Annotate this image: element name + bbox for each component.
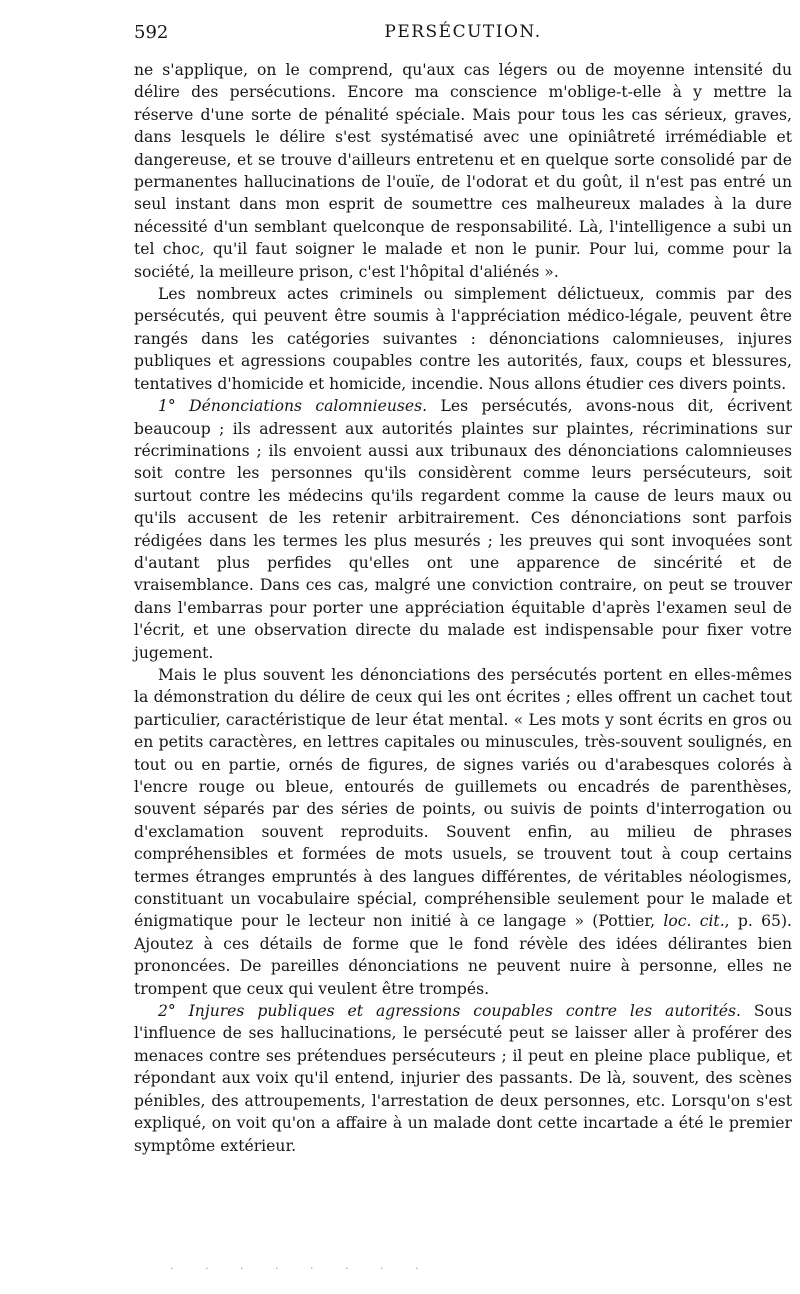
paragraph-text: Les persécutés, avons-nous dit, écrivent beaucoup ; ils adressent aux autorités plaintes sur plaintes, récriminations sur récriminations ; ils envoient aussi aux tribunaux des dénonciations calomnieuses soit contre les personnes qu'ils considèrent comme leurs persécuteurs, soit surtout contre les médecins qu'ils regardent comme la cause de leurs maux ou qu'ils accusent de les retenir arbitrairement. Ces dénonciations sont parfois rédigées dans les termes les plus mesurés ; les preuves qui sont invoquées sont d'autant plus perfides qu'elles ont une apparence de sincérité et de vraisemblance. Dans ces cas, malgré une conviction contraire, on peut se trouver dans l'embarras pour porter une appréciation équitable d'après l'examen seul de l'écrit, et une observation directe du malade est indispensable pour fixer votre jugement. [134,397,792,662]
citation: loc. cit. [663,912,725,931]
running-title: PERSÉCUTION. [384,22,542,42]
paragraph-continuation: ne s'applique, on le comprend, qu'aux cas légers ou de moyenne intensité du délire des persécutions. Encore ma conscience m'oblige-t-elle à y mettre la réserve d'une sorte de pénalité spéciale. Mais pour tous les cas sérieux, graves, dans lesquels le délire s'est systématisé avec une opiniâtreté irrémédiable et dangereuse, et se trouve d'ailleurs entretenu et en quelque sorte consolidé par de permanentes hallucinations de l'ouïe, de l'odorat et du goût, il n'est pas entré un seul instant dans mon esprit de soumettre ces malheureux malades à la dure nécessité d'un semblant quelconque de responsabilité. Là, l'intelligence a subi un tel choc, qu'il faut soigner le malade et non le punir. Pour lui, comme pour la société, la meilleure prison, c'est l'hôpital d'aliénés ». [134,61,792,281]
page-bottom-marks: · · · · · · · · [170,1262,433,1275]
text-body [134,59,792,1157]
page-number: 592 [134,22,169,43]
paragraph-injuries [134,1000,792,1157]
paragraph-pottier-quote [134,664,792,1000]
paragraph-text: Sous l'influence de ses hallucinations, le persécuté peut se laisser aller à proférer des menaces contre ses prétendues persécuteurs ; il peut en pleine place publique, et répondant aux voix qu'il entend, injurier des passants. De là, souvent, des scènes pénibles, des attroupements, l'arrestation de deux personnes, etc. Lorsqu'on s'est expliqué, on voit qu'on a affaire à un malade dont cette incartade a été le premier symptôme extérieur. [134,1002,792,1155]
paragraph-categories: Les nombreux actes criminels ou simplement délictueux, commis par des persécutés, qui peuvent être soumis à l'appréciation médico-légale, peuvent être rangés dans les catégories suivantes : dénonciations calomnieuses, injures publiques et agressions coupables contre les autorités, faux, coups et blessures, tentatives d'homicide et homicide, incendie. Nous allons étudier ces divers points. [134,285,792,393]
paragraph-text: , p. 65). Ajoutez à ces détails de forme que le fond révèle des idées délirantes bien prononcées. De pareilles dénonciations ne peuvent nuire à personne, elles ne trompent que ceux qui veulent être trompés. [134,912,793,998]
section-heading-denunciations: 1° Dénonciations calomnieuses. [158,397,428,416]
section-heading-injuries: 2° Injures publiques et agressions coupables contre les autorités. [158,1002,741,1021]
paragraph-text: Mais le plus souvent les dénonciations des persécutés portent en elles-mêmes la démonstration du délire de ceux qui les ont écrites ; elles offrent un cachet tout particulier, caractéristique de leur état mental. « Les mots y sont écrits en gros ou en petits caractères, en lettres capitales ou minuscules, très-souvent soulignés, en tout ou en partie, ornés de figures, de signes variés ou d'arabesques colorés à l'encre rouge ou bleue, entourés de guillemets ou encadrés de parenthèses, souvent séparés par des séries de points, ou suivis de points d'interrogation ou d'exclamation souvent reproduits. Souvent enfin, au milieu de phrases compréhensibles et formées de mots usuels, se trouvent tout à coup certains termes étranges empruntés à des langues différentes, de véritables néologismes, constituant un vocabulaire spécial, compréhensible seulement pour le malade et énigmatique pour le lecteur non initié à ce langage » (Pottier, [134,665,792,931]
running-header [134,22,792,48]
paragraph-denunciations [134,395,792,664]
